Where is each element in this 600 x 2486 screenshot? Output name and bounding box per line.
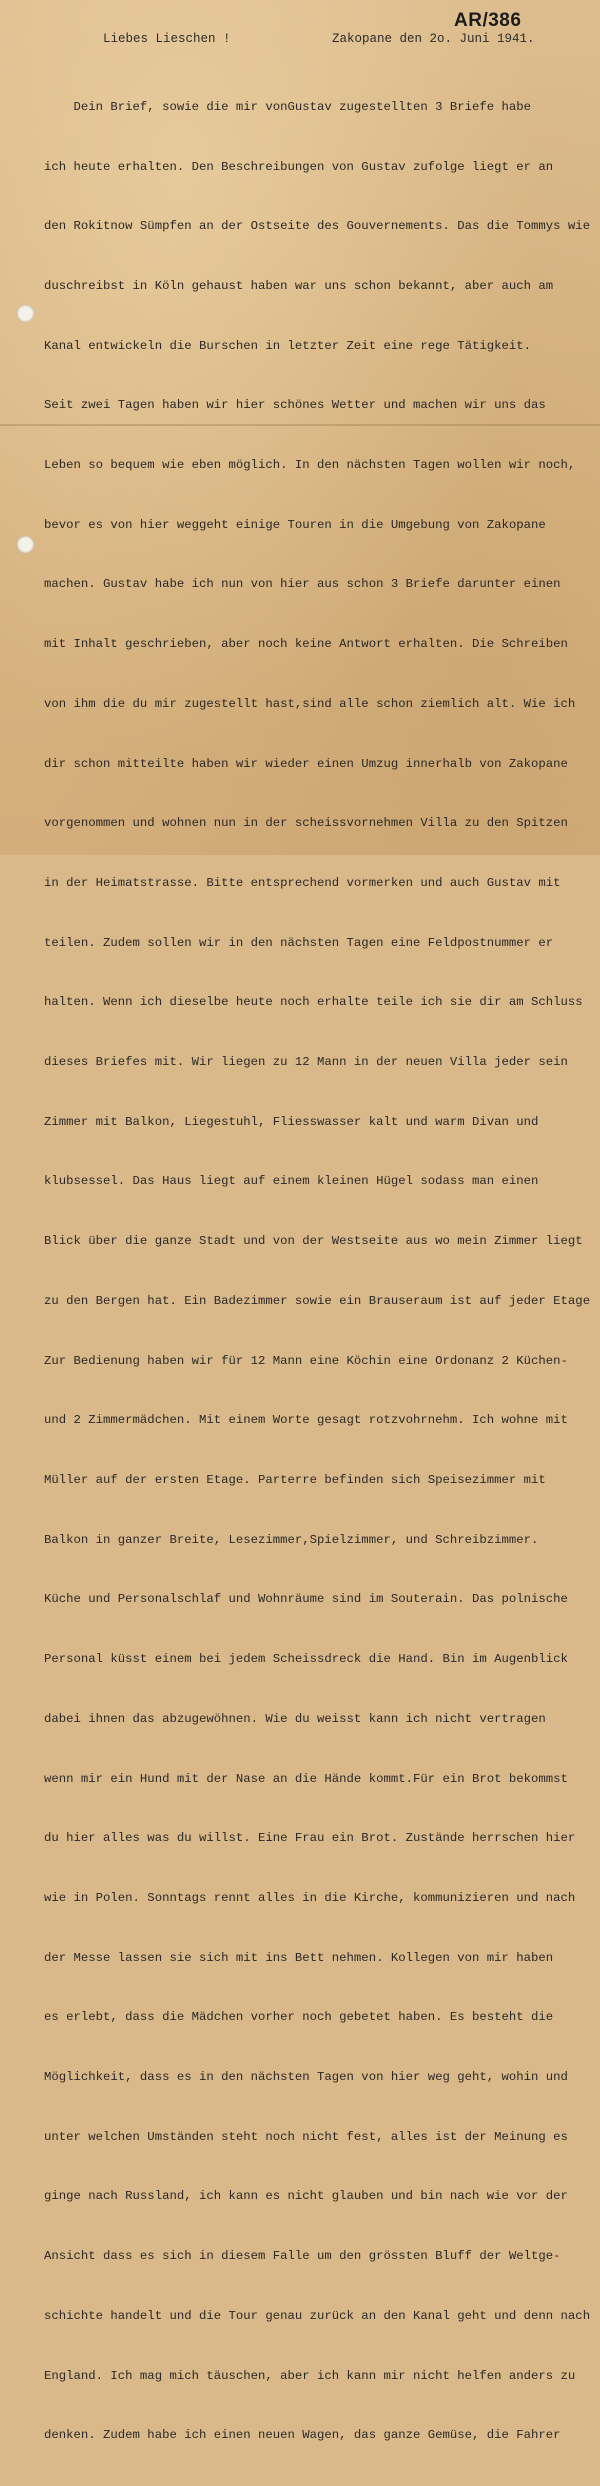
body-line: unter welchen Umständen steht noch nicht fest, alles ist der Meinung es <box>44 2129 568 2144</box>
body-line: Müller auf der ersten Etage. Parterre befinden sich Speisezimmer mit <box>44 1472 546 1487</box>
body-line: ginge nach Russland, ich kann es nicht glauben und bin nach wie vor der <box>44 2189 568 2204</box>
body-line: duschreibst in Köln gehaust haben war uns schon bekannt, aber auch am <box>44 278 554 293</box>
body-line: in der Heimatstrasse. Bitte entsprechend vormerken und auch Gustav mit <box>44 875 561 890</box>
salutation: Liebes Lieschen ! <box>103 32 231 46</box>
archive-number-stamp: AR/386 <box>454 10 522 31</box>
body-line: Personal küsst einem bei jedem Scheissdreck die Hand. Bin im Augenblick <box>44 1652 568 1667</box>
body-line: vorgenommen und wohnen nun in der scheissvornehmen Villa zu den Spitzen <box>44 816 568 831</box>
body-line: mit Inhalt geschrieben, aber noch keine Antwort erhalten. Die Schreiben <box>44 637 568 652</box>
body-line: zu den Bergen hat. Ein Badezimmer sowie ein Brauseraum ist auf jeder Etage <box>44 1293 591 1308</box>
body-line: Leben so bequem wie eben möglich. In den nächsten Tagen wollen wir noch, <box>44 458 576 473</box>
body-line: dir schon mitteilte haben wir wieder einen Umzug innerhalb von Zakopane <box>44 756 568 771</box>
letter-body <box>44 58 592 2486</box>
body-line: Blick über die ganze Stadt und von der Westseite aus wo mein Zimmer liegt <box>44 1234 583 1249</box>
body-line: Küche und Personalschlaf und Wohnräume sind im Souterain. Das polnische <box>44 1592 568 1607</box>
body-line: du hier alles was du willst. Eine Frau ein Brot. Zustände herrschen hier <box>44 1831 576 1846</box>
body-line: teilen. Zudem sollen wir in den nächsten Tagen eine Feldpostnummer er <box>44 935 554 950</box>
body-line: Ansicht dass es sich in diesem Falle um den grössten Bluff der Weltge- <box>44 2249 561 2264</box>
body-line: es erlebt, dass die Mädchen vorher noch gebetet haben. Es besteht die <box>44 2010 554 2025</box>
body-line: bevor es von hier weggeht einige Touren in die Umgebung von Zakopane <box>44 517 546 532</box>
body-line: Zur Bedienung haben wir für 12 Mann eine Köchin eine Ordonanz 2 Küchen- <box>44 1353 568 1368</box>
body-line: Seit zwei Tagen haben wir hier schönes Wetter und machen wir uns das <box>44 398 546 413</box>
place-date: Zakopane den 2o. Juni 1941. <box>332 32 535 46</box>
body-line: schichte handelt und die Tour genau zurück an den Kanal geht und denn nach <box>44 2308 591 2323</box>
body-line: dabei ihnen das abzugewöhnen. Wie du weisst kann ich nicht vertragen <box>44 1711 546 1726</box>
body-line: wie in Polen. Sonntags rennt alles in die Kirche, kommunizieren und nach <box>44 1890 576 1905</box>
body-line: Balkon in ganzer Breite, Lesezimmer,Spielzimmer, und Schreibzimmer. <box>44 1532 539 1547</box>
body-line: England. Ich mag mich täuschen, aber ich kann mir nicht helfen anders zu <box>44 2368 576 2383</box>
body-line: den Rokitnow Sümpfen an der Ostseite des Gouvernements. Das die Tommys wie <box>44 219 591 234</box>
body-line: denken. Zudem habe ich einen neuen Wagen, das ganze Gemüse, die Fahrer <box>44 2428 561 2443</box>
body-line: und 2 Zimmermädchen. Mit einem Worte gesagt rotzvohrnehm. Ich wohne mit <box>44 1413 568 1428</box>
body-line: von ihm die du mir zugestellt hast,sind alle schon ziemlich alt. Wie ich <box>44 696 576 711</box>
body-line: klubsessel. Das Haus liegt auf einem kleinen Hügel sodass man einen <box>44 1174 539 1189</box>
body-line: Kanal entwickeln die Burschen in letzter Zeit eine rege Tätigkeit. <box>44 338 532 353</box>
body-line: machen. Gustav habe ich nun von hier aus schon 3 Briefe darunter einen <box>44 577 561 592</box>
body-line: wenn mir ein Hund mit der Nase an die Hände kommt.Für ein Brot bekommst <box>44 1771 568 1786</box>
body-line: halten. Wenn ich dieselbe heute noch erhalte teile ich sie dir am Schluss <box>44 995 583 1010</box>
body-line: Dein Brief, sowie die mir vonGustav zugestellten 3 Briefe habe <box>44 99 532 114</box>
punch-hole-upper <box>17 305 34 322</box>
body-line: Möglichkeit, dass es in den nächsten Tagen von hier weg geht, wohin und <box>44 2070 568 2085</box>
body-line: der Messe lassen sie sich mit ins Bett nehmen. Kollegen von mir haben <box>44 1950 554 1965</box>
punch-hole-lower <box>17 536 34 553</box>
body-line: ich heute erhalten. Den Beschreibungen von Gustav zufolge liegt er an <box>44 159 554 174</box>
body-line: Zimmer mit Balkon, Liegestuhl, Fliesswasser kalt und warm Divan und <box>44 1114 539 1129</box>
body-line: dieses Briefes mit. Wir liegen zu 12 Mann in der neuen Villa jeder sein <box>44 1055 568 1070</box>
